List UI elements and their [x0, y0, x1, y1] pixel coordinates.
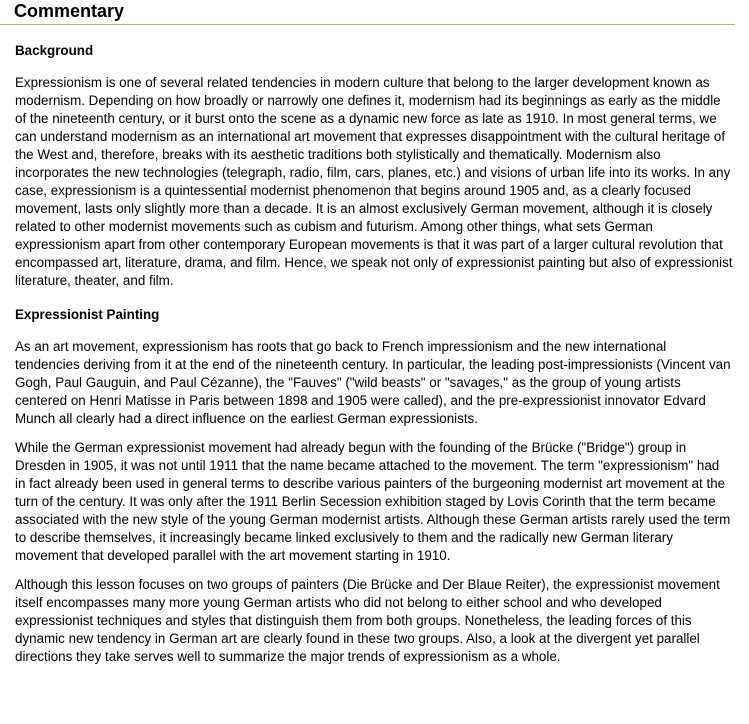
paragraph: As an art movement, expressionism has roots that go back to French impressionism and the new international tendencies deriving from it at the end of the nineteenth century. In particular, the leading post-impressionists (Vincent van Gogh, Paul Gauguin, and Paul Cézanne), the "Fauves" ("wild beasts" or "savages," as the group of young artists centered on Henri Matisse in Paris between 1898 and 1905 were called), and the pre-expressionist innovator Edvard Munch all clearly had a direct influence on the earliest German expressionists. [15, 339, 731, 426]
section-heading: Expressionist Painting [15, 307, 160, 322]
section-heading: Background [15, 43, 94, 58]
paragraph: While the German expressionist movement had already begun with the founding of the Brücke ("Bridge") group in Dresden in 1905, it was not until 1911 that the name became attached to the movement. The term "expressionism" had in fact already been used in general terms to describe various painters of the burgeoning modernist art movement at the turn of the century. It was only after the 1911 Berlin Secession exhibition staged by Lovis Corinth that the term became associated with the new style of the young German modernist artists. Although these German artists rarely used the term to describe themselves, it increasingly became linked exclusively to them and the radically new German literary movement that developed parallel with the art movement starting in 1910. [15, 440, 731, 563]
page-title: Commentary [0, 0, 735, 25]
section-expressionist-painting [15, 307, 733, 666]
paragraph: Expressionism is one of several related tendencies in modern culture that belong to the larger development known as modernism. Depending on how broadly or narrowly one defines it, modernism had its beginnings as early as the middle of the nineteenth century, or it burst onto the scene as a dynamic new force as late as 1910. In most general terms, we can understand modernism as an international art movement that expresses disappointment with the cultural heritage of the West and, therefore, breaks with its aesthetic traditions both stylistically and thematically. Modernism also incorporates the new technologies (telegraph, radio, film, cars, planes, etc.) and visions of urban life into its works. In any case, expressionism is a quintessential modernist phenomenon that begins around 1905 and, as a clearly focused movement, lasts only slightly more than a decade. It is an almost exclusively German movement, although it is closely related to other modernist movements such as cubism and futurism. Among other things, what sets German expressionism apart from other contemporary European movements is that it was part of a larger cultural revolution that encompassed art, literature, drama, and film. Hence, we speak not only of expressionist painting but also of expressionist literature, theater, and film. [15, 75, 733, 288]
commentary-content [15, 43, 733, 677]
paragraph: Although this lesson focuses on two groups of painters (Die Brücke and Der Blaue Reiter), the expressionist movement itself encompasses many more young German artists who did not belong to either school and who developed expressionist techniques and styles that distinguish them from both groups. Nonetheless, the leading forces of this dynamic new tendency in German art are clearly found in these two groups. Also, a look at the divergent yet parallel directions they take serves well to summarize the major trends of expressionism as a whole. [15, 577, 720, 664]
section-background [15, 43, 733, 290]
